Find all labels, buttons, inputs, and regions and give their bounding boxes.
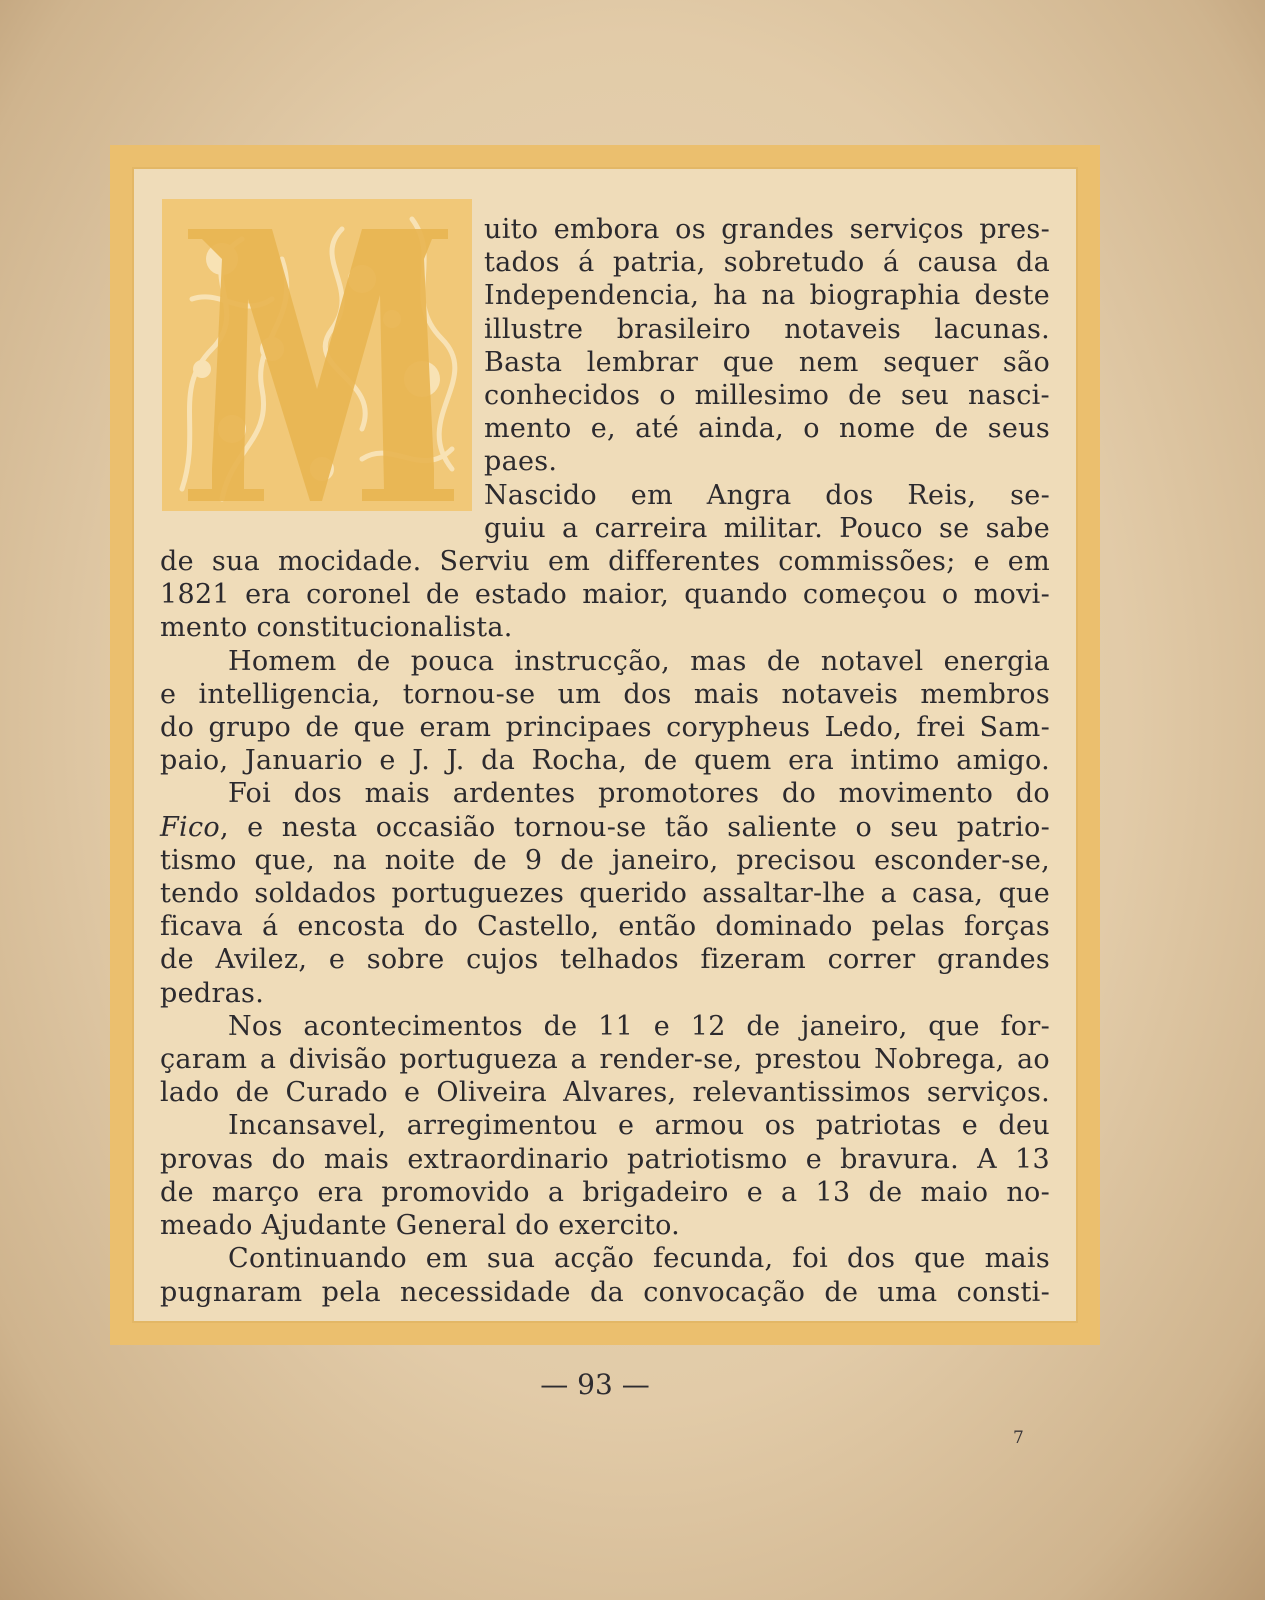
text-panel [132, 167, 1078, 1323]
text-line: conhecidos o millesimo de seu nasci- [484, 380, 1050, 412]
text-line: provas do mais extraordinario patriotismo e bravura. A 13 [160, 1143, 1050, 1175]
text-line: guiu a carreira militar. Pouco se sabe [484, 512, 1050, 544]
text-line: e intelligencia, tornou-se um dos mais notaveis membros [160, 678, 1050, 710]
text-line: paio, Januario e J. J. da Rocha, de quem era intimo amigo. [160, 745, 1050, 777]
text-line: Foi dos mais ardentes promotores do movimento do [228, 778, 1050, 810]
text-line: Independencia, ha na biographia deste [484, 280, 1050, 312]
text-line: lado de Curado e Oliveira Alvares, relevantissimos serviços. [160, 1077, 1050, 1109]
text-line: mento e, até ainda, o nome de seus [484, 413, 1050, 445]
text-line: mento constitucionalista. [160, 612, 513, 644]
signature-mark: 7 [1013, 1428, 1024, 1448]
text-line: Homem de pouca instrucção, mas de notavel energia [228, 645, 1050, 677]
text-line: ficava á encosta do Castello, então dominado pelas forças [160, 911, 1050, 943]
text-line: Incansavel, arregimentou e armou os patriotas e deu [228, 1110, 1050, 1142]
text-line: pugnaram pela necessidade da convocação de uma consti- [160, 1276, 1050, 1308]
text-line: illustre brasileiro notaveis lacunas. [484, 313, 1050, 345]
ornamental-frame [110, 145, 1100, 1345]
text-line: pedras. [160, 977, 265, 1009]
text-line: de Avilez, e sobre cujos telhados fizeram correr grandes [160, 944, 1050, 976]
text-line: Nos acontecimentos de 11 e 12 de janeiro, que for- [228, 1010, 1050, 1042]
text-line: paes. [484, 446, 558, 478]
page-number: — 93 — [540, 1368, 650, 1401]
text-line [160, 811, 1050, 844]
body-text [160, 213, 1050, 1309]
text-line: Basta lembrar que nem sequer são [484, 346, 1050, 378]
text-line: Nascido em Angra dos Reis, se- [484, 479, 1050, 511]
text-line: tendo soldados portuguezes querido assaltar-lhe a casa, que [160, 878, 1050, 910]
text-line: meado Ajudante General do exercito. [160, 1210, 681, 1242]
text-line: de março era promovido a brigadeiro e a 13 de maio no- [160, 1176, 1050, 1208]
text-line: Continuando em sua acção fecunda, foi dos que mais [228, 1243, 1050, 1275]
text-line: 1821 era coronel de estado maior, quando começou o movi- [160, 579, 1050, 611]
text-line-rest: , e nesta occasião tornou-se tão saliente o seu patrio- [219, 811, 1050, 843]
text-line: uito embora os grandes serviços pres- [484, 214, 1050, 245]
drop-cap-spacer [154, 201, 484, 521]
fico-word: Fico [160, 811, 220, 843]
text-line: çaram a divisão portugueza a render-se, prestou Nobrega, ao [160, 1044, 1050, 1076]
text-line: tismo que, na noite de 9 de janeiro, precisou esconder-se, [160, 844, 1050, 876]
text-line: do grupo de que eram principaes corypheus Ledo, frei Sam- [160, 712, 1050, 744]
text-line: de sua mocidade. Serviu em differentes commissões; e em [160, 546, 1050, 578]
text-line: tados á patria, sobretudo á causa da [484, 247, 1050, 279]
